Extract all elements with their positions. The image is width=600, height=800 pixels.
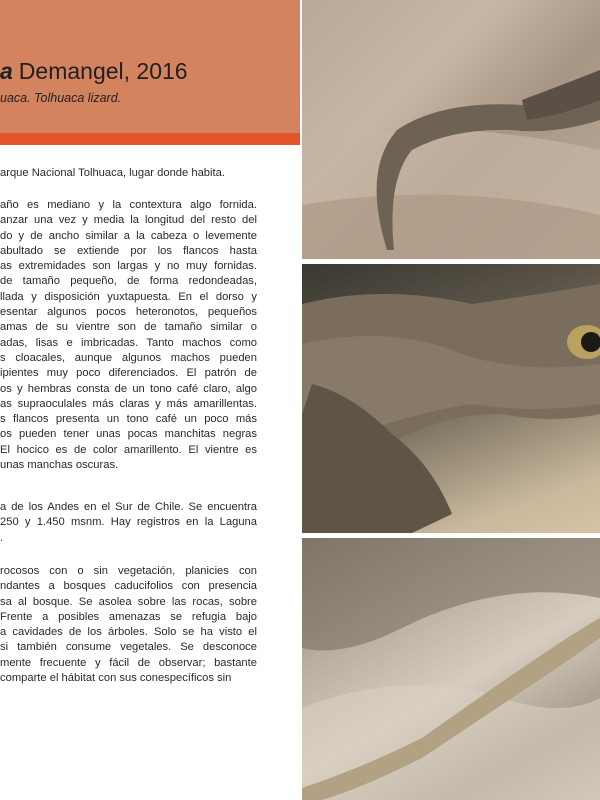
text-line: llada y disposición yuxtapuesta. En el dorso y [0,290,257,303]
text-line: comparte el hábitat con sus conespecíficos sin [0,672,232,685]
species-title-italic: a [0,58,13,84]
common-names: uaca. Tolhuaca lizard. [0,91,122,105]
text-line: . [0,531,4,544]
text-line: as extremidades son largas y no muy fornidas. [0,260,257,273]
text-line: do y de ancho similar a la cabeza o levemente [0,229,257,242]
text-line: anzar una vez y media la longitud del resto del [0,214,257,227]
text-line: a de los Andes en el Sur de Chile. Se encuentra [0,501,257,513]
accent-bar [0,133,300,145]
text-line: mente frecuente y fácil de observar; bastante [0,656,257,669]
species-title [0,58,188,85]
paragraph-description [0,198,257,473]
text-line: El hocico es de color amarillento. El vientre es [0,443,257,456]
text-line: arque Nacional Tolhuaca, lugar donde habita. [0,167,225,179]
text-line: año es mediano y la contextura algo fornida. [0,199,257,211]
text-line: adas, lisas e imbricadas. Tanto machos como [0,336,257,349]
text-line: rocosos con o sin vegetación, planicies con [0,565,257,577]
lizard-photo-head-closeup [302,264,600,533]
text-line: a cavidades de los árboles. Solo se ha visto el [0,626,257,639]
text-line: sa al bosque. Se asolea sobre las rocas, sobre [0,595,257,608]
text-line: ndantes a bosques caducifolios con presencia [0,580,257,593]
text-line: as supraoculales más claras y más amarillentas. [0,397,257,410]
title-banner [0,0,300,133]
text-line: amas de su vientre son de tamaño similar o [0,321,257,334]
text-line: unas manchas oscuras. [0,459,119,472]
text-line: Frente a posibles amenazas se refugia bajo [0,610,257,623]
text-line: os pueden tener unas pocas manchitas negras [0,428,257,441]
text-line: si también consume vegetales. Se desconoce [0,641,257,654]
paragraph-intro [0,166,257,181]
text-line: s flancos presenta un tono café un poco más [0,413,257,426]
paragraph-habitat [0,564,257,686]
lizard-photo-rock-illustration [302,0,600,259]
lizard-photo-head-illustration [302,264,600,533]
text-line: ipientes muy poco diferenciados. El patrón de [0,367,257,380]
lizard-photo-log [302,538,600,800]
lizard-photo-log-illustration [302,538,600,800]
text-line: de tamaño pequeño, de forma redondeadas, [0,275,257,288]
text-line: 250 y 1.450 msnm. Hay registros en la Laguna [0,516,257,529]
species-author: Demangel, 2016 [18,58,188,84]
text-line: s cloacales, aunque algunos machos pueden [0,351,257,364]
paragraph-distribution [0,500,257,546]
text-line: abultado se extiende por los flancos hasta [0,244,257,257]
lizard-photo-rock [302,0,600,259]
text-line: os y hembras consta de un tono café claro, algo [0,382,257,395]
text-line: esentar algunos pocos heteronotos, pequeños [0,306,257,319]
